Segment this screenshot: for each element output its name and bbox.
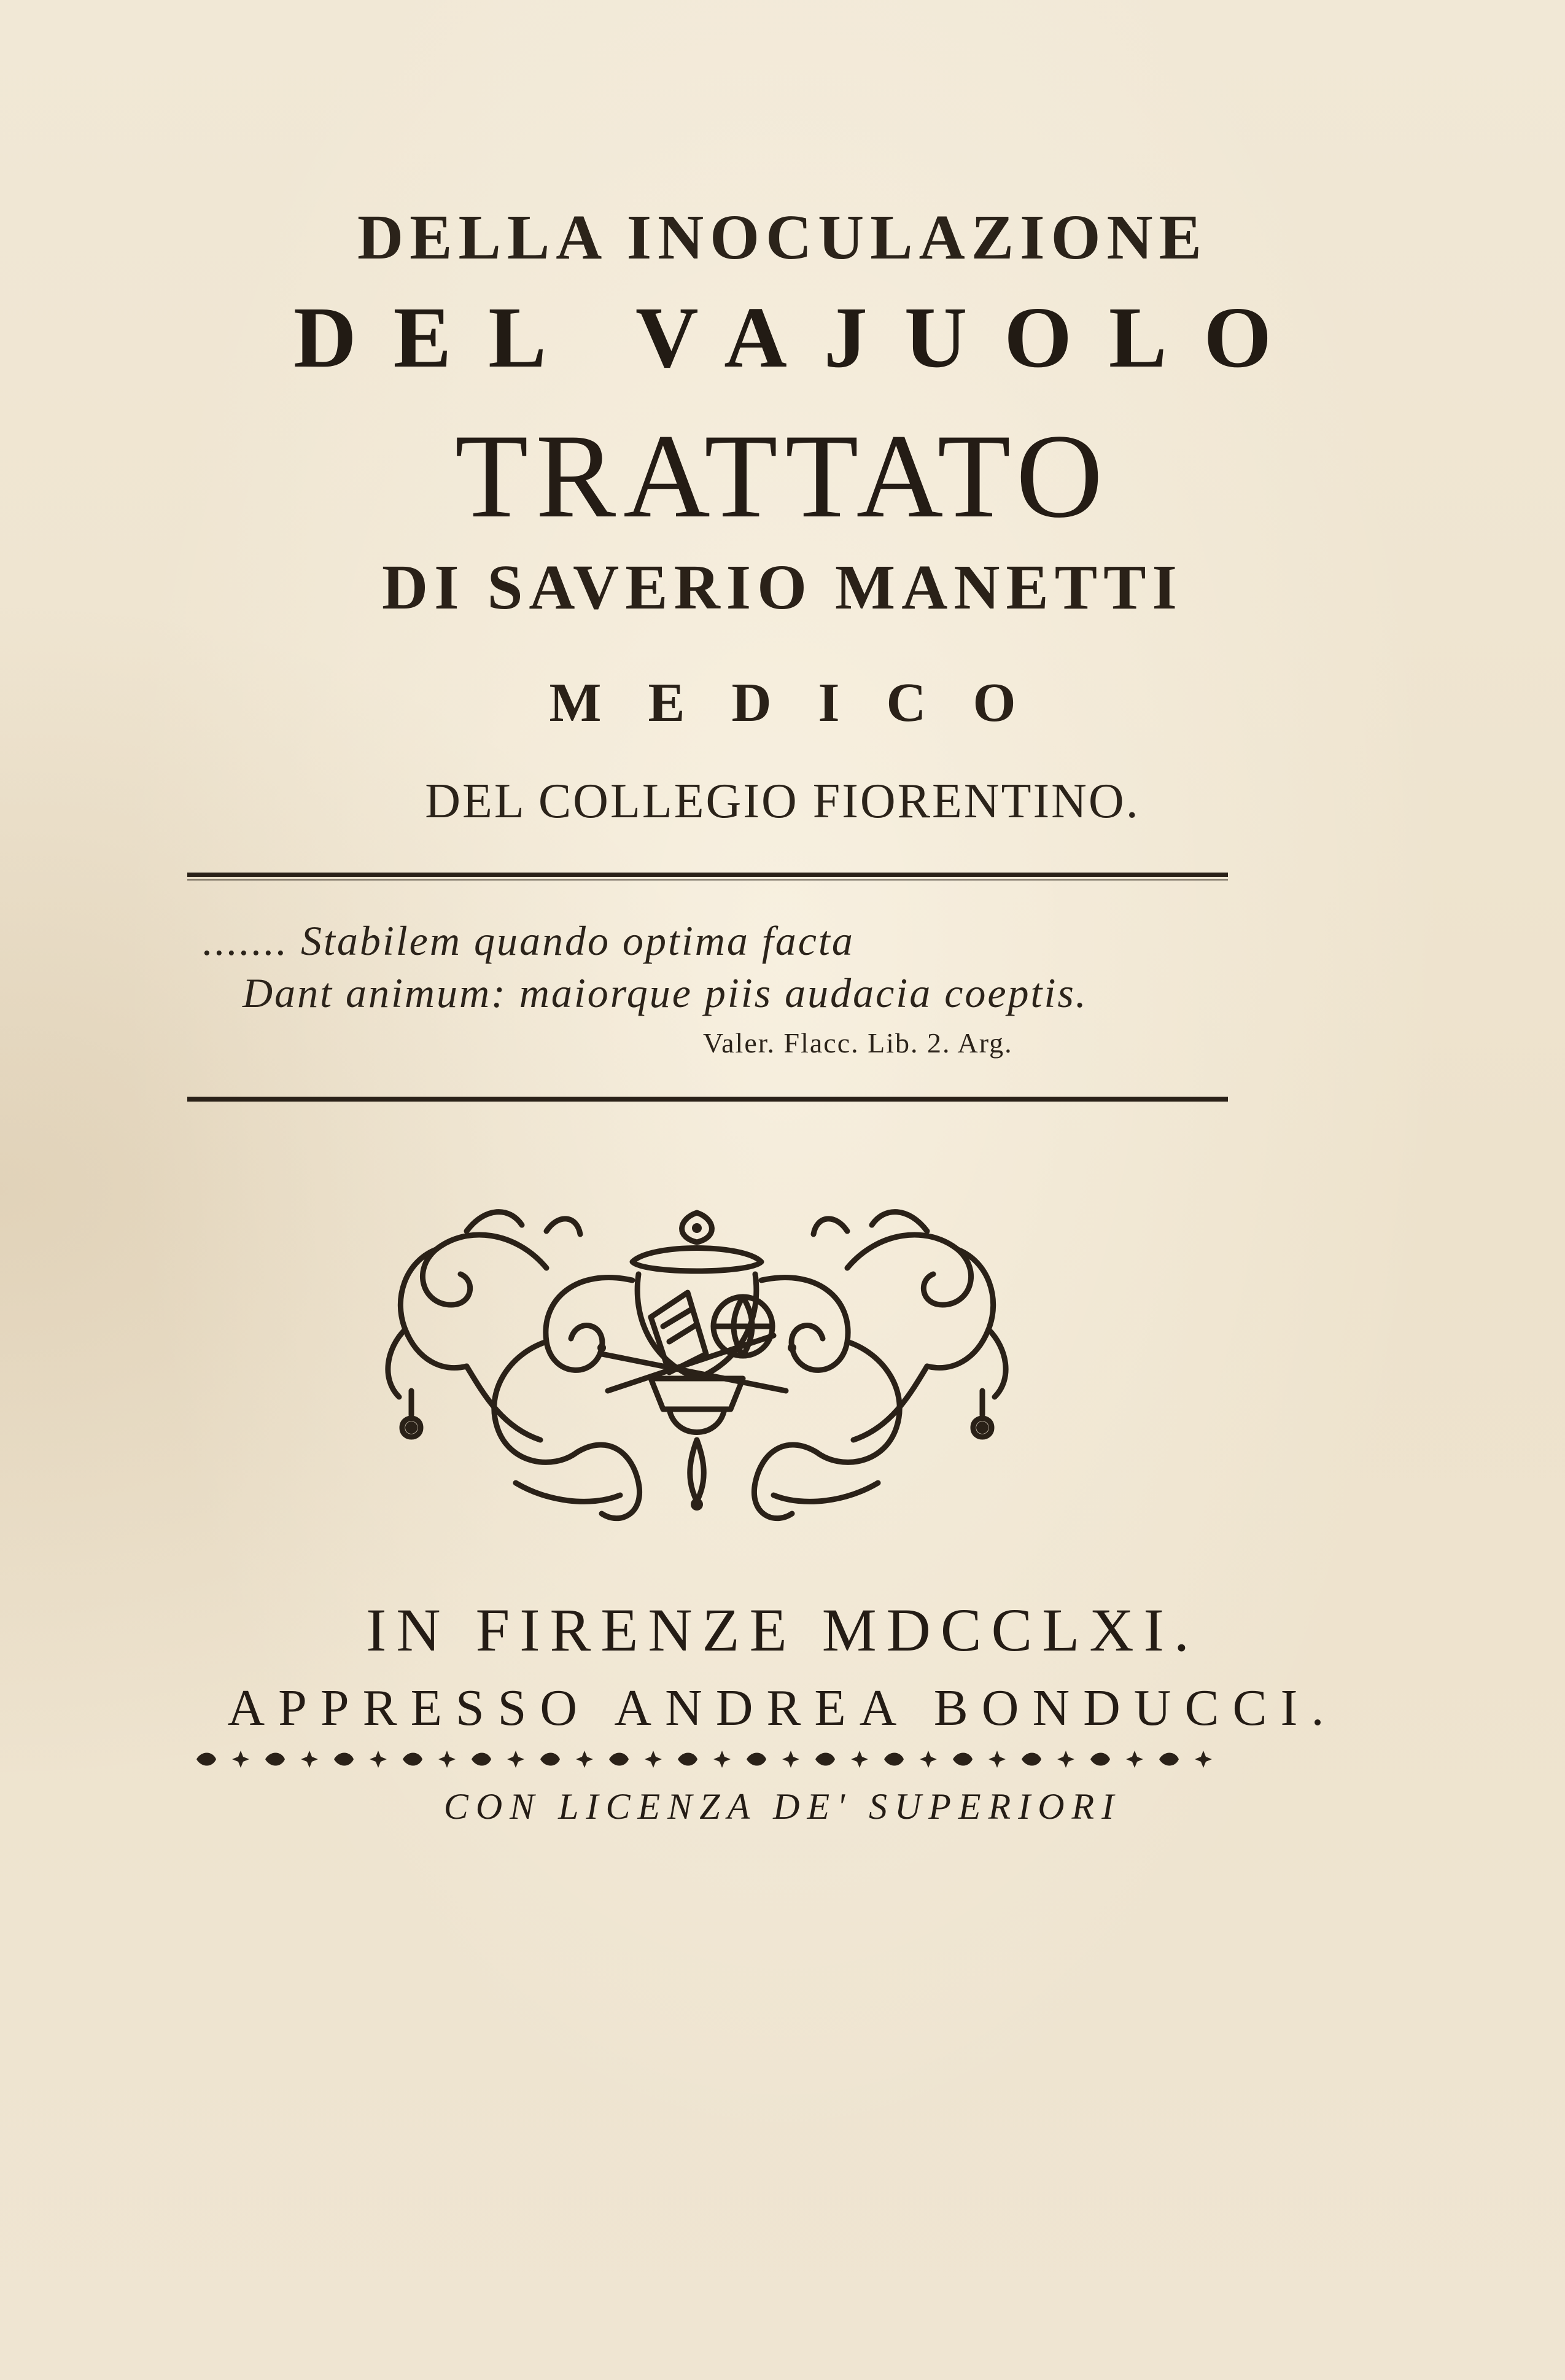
fleuron-leaf bbox=[265, 1753, 285, 1766]
imprint-license: CON LICENZA DE' SUPERIORI bbox=[443, 1786, 1122, 1827]
fleuron-star bbox=[370, 1751, 387, 1768]
fleuron-leaf bbox=[196, 1753, 216, 1766]
fleuron-star bbox=[1195, 1751, 1212, 1768]
fleuron-leaf bbox=[747, 1753, 766, 1766]
imprint-place-date: IN FIRENZE MDCCLXI. bbox=[366, 1596, 1199, 1664]
fleuron-leaf bbox=[953, 1753, 973, 1766]
top-rule-thin bbox=[187, 879, 1228, 881]
fleuron-star bbox=[576, 1751, 593, 1768]
fleuron-star bbox=[645, 1751, 662, 1768]
fleuron-star bbox=[920, 1751, 937, 1768]
title-line-1: DELLA INOCULAZIONE bbox=[357, 202, 1208, 273]
title-line-2: DEL VAJUOLO bbox=[293, 289, 1309, 386]
fleuron-leaf bbox=[1022, 1753, 1041, 1766]
fleuron-leaf bbox=[1090, 1753, 1110, 1766]
fleuron-star bbox=[1126, 1751, 1143, 1768]
author-line: DI SAVERIO MANETTI bbox=[381, 552, 1183, 623]
fleuron-leaf bbox=[1159, 1753, 1179, 1766]
fleuron-star bbox=[438, 1751, 456, 1768]
fleuron-leaf bbox=[678, 1753, 697, 1766]
college-line: DEL COLLEGIO FIORENTINO. bbox=[425, 774, 1140, 828]
fleuron-star bbox=[301, 1751, 318, 1768]
epigraph-citation: Valer. Flacc. Lib. 2. Arg. bbox=[703, 1027, 1013, 1059]
fleuron-star bbox=[988, 1751, 1006, 1768]
top-rule bbox=[187, 873, 1228, 877]
epigraph-line-1: ....... Stabilem quando optima facta bbox=[203, 917, 855, 964]
title-line-3: TRATTATO bbox=[454, 410, 1111, 543]
fleuron-star bbox=[851, 1751, 868, 1768]
fleuron-leaf bbox=[609, 1753, 629, 1766]
fleuron-leaf bbox=[884, 1753, 904, 1766]
fleuron-star bbox=[232, 1751, 249, 1768]
fleuron-leaf bbox=[540, 1753, 560, 1766]
baroque-cartouche-vignette-icon bbox=[344, 1194, 1050, 1538]
epigraph-line-2: Dant animum: maiorque piis audacia coeptis. bbox=[243, 970, 1088, 1016]
fleuron-leaf bbox=[403, 1753, 422, 1766]
fleuron-star bbox=[507, 1751, 524, 1768]
fleuron-star bbox=[1057, 1751, 1074, 1768]
imprint-publisher: APPRESSO ANDREA BONDUCCI. bbox=[227, 1679, 1338, 1736]
fleuron-leaf bbox=[815, 1753, 835, 1766]
profession-line: MEDICO bbox=[549, 672, 1063, 733]
fleuron-leaf bbox=[334, 1753, 354, 1766]
fleuron-star bbox=[713, 1751, 731, 1768]
bottom-rule bbox=[187, 1097, 1228, 1102]
fleuron-leaf bbox=[472, 1753, 491, 1766]
fleuron-star bbox=[782, 1751, 799, 1768]
fleuron-border-icon bbox=[184, 1747, 1222, 1771]
